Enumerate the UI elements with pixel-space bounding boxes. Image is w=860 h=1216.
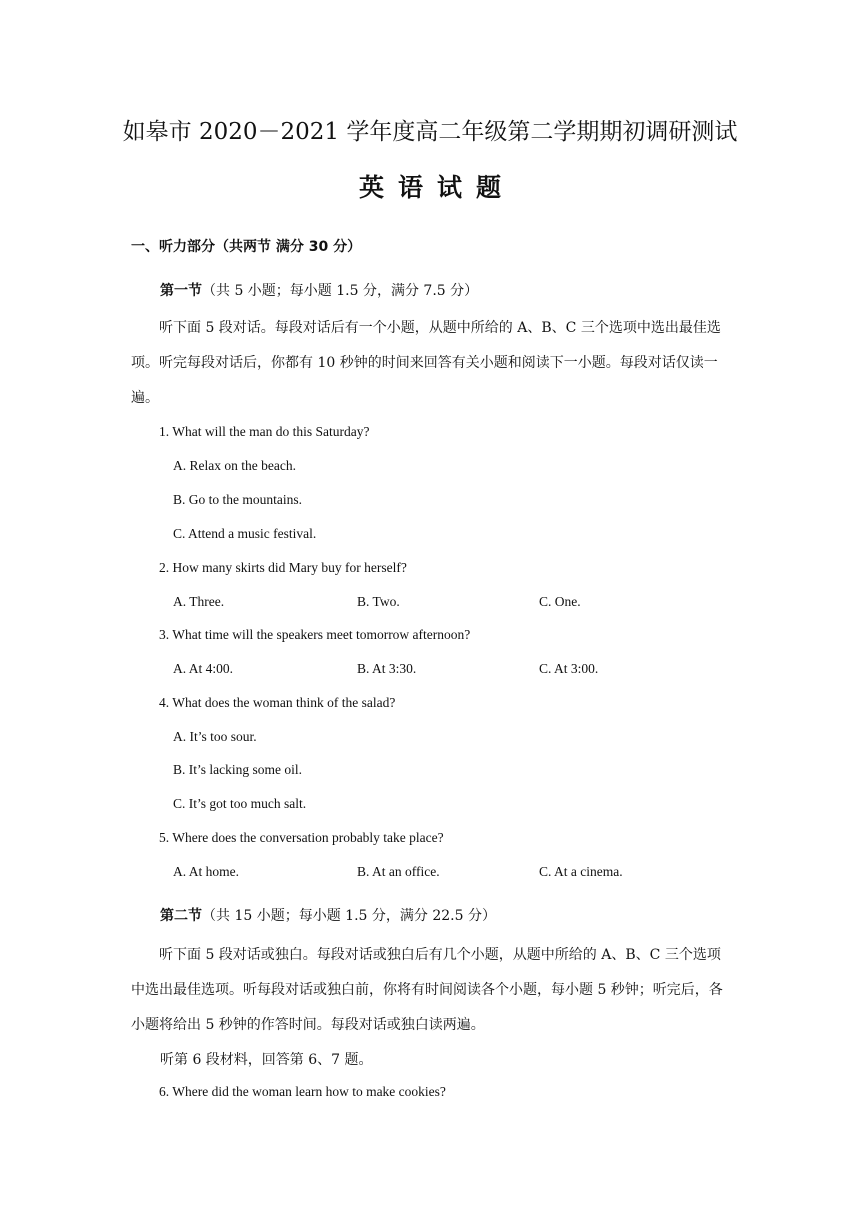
question-5-option-c: C. At a cinema.: [539, 864, 623, 879]
question-2-option-c: C. One.: [539, 594, 581, 609]
section2-header: [160, 905, 496, 925]
section2-instructions: 听下面 5 段对话或独白。每段对话或独白后有几个小题，从题中所给的 A、B、C 三个选项中选出最佳选项。听每段对话或独白前，你将有时间阅读各个小题，每小题 5 秒钟；听完后，各小题将给出 5 秒钟的作答时间。每段对话或独白读两遍。: [131, 947, 723, 1033]
question-3-option-b: B. At 3:30.: [357, 661, 417, 676]
question-2: 2. How many skirts did Mary buy for herself?: [159, 560, 407, 575]
exam-title: 如皋市 2020－2021 学年度高二年级第二学期期初调研测试: [122, 119, 738, 145]
question-4-option-a: A. It’s too sour.: [173, 729, 257, 744]
question-3-option-a: A. At 4:00.: [173, 661, 234, 676]
question-5-option-b: B. At an office.: [357, 864, 440, 879]
question-3-option-c: C. At 3:00.: [539, 661, 599, 676]
question-4-option-b: B. It’s lacking some oil.: [173, 762, 302, 777]
question-1-option-c: C. Attend a music festival.: [173, 526, 317, 541]
part1-heading: 一、听力部分（共两节 满分 30 分）: [131, 239, 362, 255]
question-1: 1. What will the man do this Saturday?: [159, 424, 370, 439]
section1-label: 第一节: [160, 283, 202, 299]
material-note: 听第 6 段材料，回答第 6、7 题。: [160, 1052, 373, 1068]
question-3: 3. What time will the speakers meet tomorrow afternoon?: [159, 627, 471, 642]
question-4-option-c: C. It’s got too much salt.: [173, 796, 307, 811]
question-1-option-a: A. Relax on the beach.: [173, 458, 296, 473]
section2-label: 第二节: [160, 908, 202, 924]
section1-instructions: 听下面 5 段对话。每段对话后有一个小题，从题中所给的 A、B、C 三个选项中选出最佳选项。听完每段对话后，你都有 10 秒钟的时间来回答有关小题和阅读下一小题。每段对话仅读一遍。: [131, 320, 721, 406]
question-5-option-a: A. At home.: [173, 864, 239, 879]
question-5: 5. Where does the conversation probably take place?: [159, 830, 444, 845]
question-2-option-b: B. Two.: [357, 594, 400, 609]
question-2-option-a: A. Three.: [173, 594, 225, 609]
section1-header: [160, 280, 478, 300]
section2-detail: （共 15 小题；每小题 1.5 分，满分 22.5 分）: [202, 908, 496, 924]
section1-detail: （共 5 小题；每小题 1.5 分，满分 7.5 分）: [202, 283, 479, 299]
question-6: 6. Where did the woman learn how to make cookies?: [159, 1084, 446, 1099]
question-4: 4. What does the woman think of the salad?: [159, 695, 396, 710]
exam-subtitle: 英语试题: [358, 173, 515, 202]
question-1-option-b: B. Go to the mountains.: [173, 492, 302, 507]
